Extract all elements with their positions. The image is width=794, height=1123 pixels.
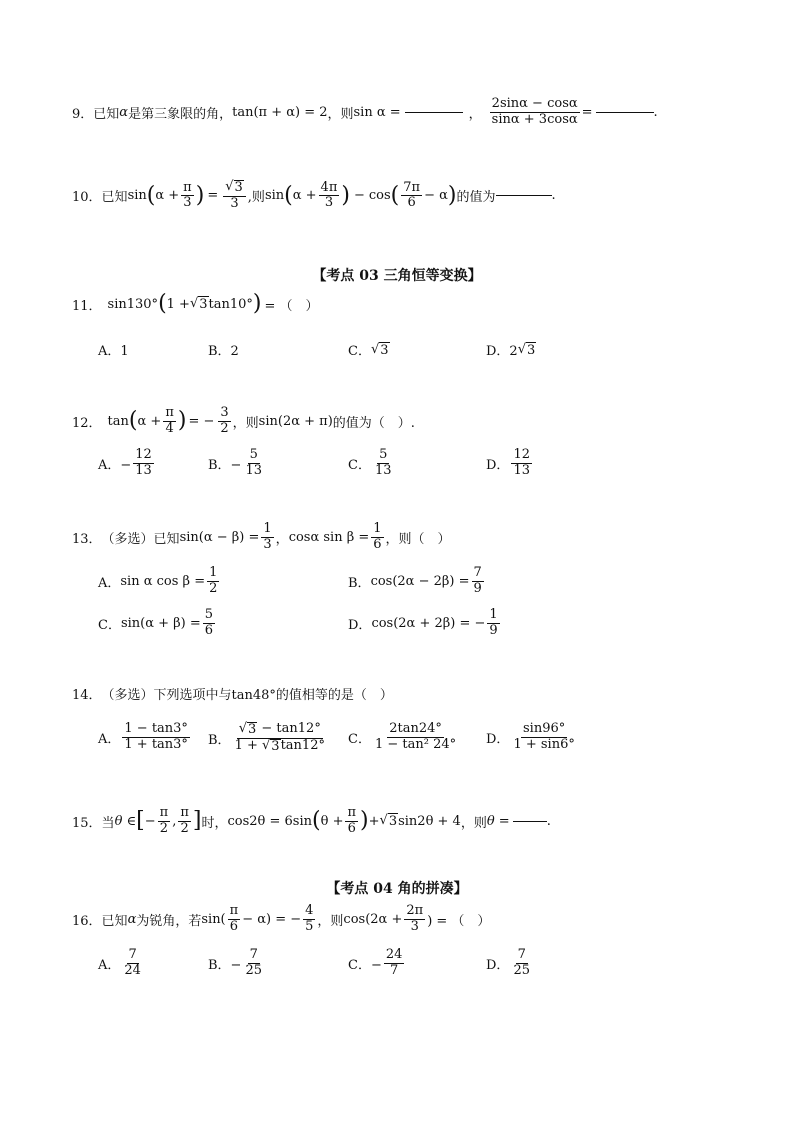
q12-eq: = − (188, 413, 215, 429)
q16-option-d[interactable] (486, 948, 534, 979)
q14-a-label: A． (98, 731, 121, 747)
q14-a-den: 1 + tan3° (124, 736, 188, 752)
q12-a-num: 12 (135, 447, 152, 462)
q12-d-den: 13 (513, 462, 530, 478)
q16-number: 16． (72, 913, 102, 929)
q9-end: . (653, 104, 658, 120)
question-14 (72, 684, 734, 703)
q12-c-label: C． (348, 457, 371, 473)
q11-option-b[interactable]: B．2 (208, 344, 239, 359)
q12-a: α + (137, 413, 162, 429)
q15-pi1: π (159, 805, 169, 820)
q11-eq: = （ ） (264, 298, 319, 314)
q12-tail: 的值为（ ）. (332, 415, 415, 431)
q10-7pi: 7π (403, 179, 421, 195)
q9-fraction (490, 97, 580, 128)
q11-d-label: D．2 (486, 344, 518, 359)
answer-blank-4[interactable] (513, 821, 547, 822)
q16-three: 3 (410, 918, 419, 934)
q13-d1: 3 (263, 536, 272, 552)
q10-three: 3 (183, 195, 192, 211)
q10-lparen2: ( (284, 182, 293, 208)
q16-d5: 5 (305, 918, 314, 934)
q12-frac1 (163, 406, 176, 437)
q10-frac3 (319, 181, 340, 212)
q16-b-den: 25 (245, 962, 262, 978)
section-title-04: 【考点 04 角的拼凑】 (326, 881, 468, 897)
q15-theta-eq: θ = (486, 813, 510, 829)
q10-minus: − (353, 188, 365, 204)
q12-d2: 2 (220, 420, 229, 436)
q14-b-label: B． (208, 732, 231, 748)
q13-a-expr: sin α cos β = (120, 573, 206, 589)
q12-expr: sin(2α + π) (258, 413, 333, 429)
q15-text: 当 (101, 815, 115, 831)
q14-number: 14． (72, 688, 102, 703)
q10-frac4 (401, 181, 422, 212)
q12-b-den: 13 (245, 462, 262, 478)
q16-text2: 为锐角，若 (136, 913, 202, 929)
q11-option-d[interactable]: D．2 √ 3 (486, 341, 536, 359)
q14-option-c[interactable] (348, 722, 460, 753)
question-9 (72, 97, 734, 128)
q12-a-label: A．− (98, 457, 132, 473)
q12-pi: π (165, 405, 174, 420)
q16-2pi: 2π (406, 903, 424, 918)
question-16 (72, 904, 734, 935)
q15-rparen: ) (360, 808, 369, 834)
q16-option-a[interactable] (98, 948, 145, 979)
q11-c-rt: 3 (380, 342, 389, 358)
q11-inner-b: tan10° (208, 296, 253, 312)
q12-rparen: ) (177, 408, 187, 434)
q13-c-num: 5 (204, 607, 214, 622)
q15-tail: sin2θ + 4 (398, 813, 461, 829)
q16-six: 6 (229, 918, 239, 934)
q10-three2: 3 (324, 195, 334, 211)
q10-ma: − α (424, 188, 448, 204)
q14-c-den: 1 − tan² 24° (374, 736, 457, 752)
q10-number: 10． (72, 190, 102, 206)
q16-cos: cos(2α + (343, 911, 403, 927)
q16-then: ，则 (317, 913, 344, 929)
q13-b-num: 7 (473, 565, 482, 580)
q15-plus: + (368, 813, 380, 829)
q13-d-expr: cos(2α + 2β) = − (371, 615, 486, 631)
q13-sep: ， (275, 531, 289, 547)
q10-lparen3: ( (390, 182, 400, 208)
q14-b-rt2: 3 (271, 738, 280, 754)
q15-neg: − (144, 813, 156, 829)
q15-two1: 2 (159, 820, 169, 836)
q10-den3: 3 (230, 195, 239, 211)
q15-when: 时， (201, 815, 228, 831)
q16-sin: sin( (201, 911, 226, 927)
q10-frac1 (181, 181, 194, 212)
q15-lparen: ( (312, 808, 321, 834)
q14-c-num: 2tan24° (389, 721, 442, 736)
q15-lbracket: [ (136, 808, 145, 834)
q15-two2: 2 (180, 820, 189, 836)
q10-rparen3: ) (447, 182, 457, 208)
q14-c-label: C． (348, 731, 371, 747)
q10-text: 已知 (101, 190, 128, 206)
q10-sin2: sin (264, 188, 285, 204)
q10-six: 6 (407, 195, 416, 211)
question-15: 15． 当 θ ∈ [ − $\frac{\pi}{2}$ , π 2 ] 时， cos2θ = 6sin ( θ + $\frac{\pi}{6}$ ) + √ 3 sin2θ + 4 ，则 θ = . (72, 805, 551, 836)
q12-option-c[interactable] (348, 448, 396, 479)
section-title-03: 【考点 03 三角恒等变换】 (312, 268, 482, 284)
q10-rparen2: ) (341, 182, 350, 208)
q16-option-c[interactable] (348, 948, 406, 979)
q16-pi: π (229, 903, 239, 918)
question-12 (72, 406, 734, 437)
q11-lparen: ( (158, 291, 167, 316)
q10-a2: α + (292, 188, 317, 204)
q13-option-d[interactable] (348, 608, 502, 639)
q12-lparen: ( (128, 408, 138, 434)
q12-option-d[interactable] (486, 448, 534, 479)
q16-text: 已知 (101, 913, 128, 929)
q13-d-den: 9 (489, 622, 498, 638)
q10-eq: = (207, 188, 219, 204)
answer-blank-2[interactable] (596, 112, 654, 113)
q9-sep: ， (468, 106, 482, 122)
q14-b-num-tail: − tan12° (261, 721, 321, 736)
answer-blank-1[interactable] (405, 112, 463, 113)
q9-text3: ，则 (327, 106, 354, 122)
q13-expr1: sin(α − β) = (179, 529, 260, 545)
q15-theta-in: θ ∈ (114, 813, 137, 829)
answer-blank-3[interactable] (496, 195, 552, 196)
q15-comma: , (172, 813, 177, 829)
q14-option-a[interactable] (98, 722, 192, 753)
q13-c-den: 6 (204, 622, 214, 638)
q12-b-label: B．− (208, 457, 242, 473)
q12-mid: ，则 (232, 415, 259, 431)
q10-pi: π (183, 179, 192, 195)
q15-rt: 3 (388, 814, 398, 830)
q13-c-expr: sin(α + β) = (120, 615, 201, 631)
q11-rt: 3 (199, 297, 208, 312)
q16-alpha: α (127, 911, 137, 927)
q16-ma: − α) = − (242, 911, 302, 927)
q13-d-label: D． (348, 617, 372, 633)
q9-eq: = (581, 104, 593, 120)
q11-expr: sin130° (107, 296, 159, 312)
q12-d-label: D． (486, 457, 510, 473)
q13-tag: （多选）已知 (101, 531, 180, 547)
q16-n4: 4 (305, 903, 314, 918)
q11-c-label: C． (348, 344, 371, 359)
q13-option-a[interactable] (98, 566, 221, 597)
q16-a-num: 7 (128, 947, 137, 962)
q12-b-num: 5 (249, 447, 258, 462)
q9-text2: 是第三象限的角， (128, 106, 233, 122)
q16-c-label: C．− (348, 957, 382, 973)
q15-th: θ + (320, 813, 344, 829)
question-11: 11． sin130° ( 1 + √ 3 tan10° ) = （ ） (72, 291, 319, 316)
q15-six: 6 (347, 820, 356, 836)
q11-option-a[interactable]: A．1 (98, 344, 129, 359)
q12-frac2 (218, 406, 230, 437)
q9-alpha: α (119, 104, 129, 120)
q16-option-b[interactable] (208, 948, 266, 979)
q12-tan: tan (107, 413, 129, 429)
q13-number: 13． (72, 531, 102, 547)
q15-then: ，则 (460, 815, 487, 831)
q13-c-label: C． (98, 617, 121, 633)
q12-n3: 3 (220, 405, 229, 420)
q15-number: 15． (72, 815, 102, 831)
q14-option-d[interactable] (486, 722, 579, 753)
q13-b-expr: cos(2α − 2β) = (370, 573, 470, 589)
q12-four: 4 (165, 420, 174, 436)
q10-rt3: 3 (234, 180, 243, 195)
q13-a-num: 1 (209, 565, 218, 580)
q16-tail: ) = （ ） (427, 913, 491, 929)
q14-b-den-tail: tan12° (280, 737, 325, 753)
q13-option-b[interactable] (348, 566, 486, 597)
q9-frac-den: sinα + 3cosα (491, 111, 578, 127)
q13-b-label: B． (348, 575, 371, 591)
q10-valueis: 的值为 (456, 190, 496, 206)
q9-frac-num: 2sinα − cosα (491, 96, 578, 111)
q13-b-den: 9 (473, 580, 482, 596)
q13-tail: ，则（ ） (385, 531, 451, 547)
q11-inner-a: 1 + (166, 296, 190, 312)
q9-number: 9． (72, 106, 94, 122)
q16-a-den: 24 (124, 962, 141, 978)
q10-a: α + (155, 188, 180, 204)
q13-a-label: A． (98, 575, 121, 591)
q16-d-num: 7 (517, 947, 526, 962)
question-13 (72, 522, 734, 553)
q10-rparen: ) (195, 182, 205, 208)
q14-text: （多选）下列选项中与tan48°的值相等的是（ ） (101, 688, 393, 703)
q14-b-den-head: 1 + (234, 737, 258, 753)
q13-n1: 1 (263, 521, 272, 536)
q16-c-den: 7 (389, 962, 399, 978)
q13-expr2: cosα sin β = (288, 529, 370, 545)
q12-option-b[interactable] (208, 448, 266, 479)
q12-option-a[interactable] (98, 448, 156, 479)
q12-d-num: 12 (513, 447, 530, 462)
q12-c-den: 13 (374, 462, 392, 478)
q14-b-rt: 3 (247, 722, 257, 737)
q10-lparen: ( (146, 182, 156, 208)
q10-frac2: √ 3 3 (223, 180, 246, 212)
q10-4pi: 4π (320, 179, 338, 195)
q16-b-num: 7 (249, 947, 258, 962)
q13-d2: 6 (373, 536, 382, 552)
q10-cos: cos (368, 188, 391, 204)
q13-option-c[interactable] (98, 608, 217, 639)
q10-then: ,则 (247, 190, 265, 206)
q15-expr: cos2θ = 6sin (227, 813, 313, 829)
q16-d-label: D． (486, 957, 510, 973)
q14-option-b[interactable]: B． √ 3 − tan12° 1 + √ 3 tan12° (208, 721, 325, 754)
q11-option-c[interactable]: C． √ 3 (348, 341, 389, 359)
q10-end: . (551, 188, 556, 204)
q14-d-label: D． (486, 731, 510, 747)
q9-expr: tan(π + α) = 2 (232, 104, 328, 120)
q12-c-num: 5 (379, 447, 388, 462)
q14-d-num: sin96° (523, 721, 566, 736)
q15-end: . (546, 813, 551, 829)
q16-a-label: A． (98, 957, 121, 973)
q15-rbracket: ] (192, 808, 202, 834)
q12-number: 12． (72, 415, 102, 431)
q16-b-label: B．− (208, 957, 242, 973)
q14-d-den: 1 + sin6° (513, 736, 575, 752)
q11-rparen: ) (252, 291, 262, 316)
q12-a-den: 13 (135, 462, 152, 478)
q11-number: 11． (72, 298, 102, 314)
q11-d-rt: 3 (527, 342, 536, 358)
q9-expr2: sin α = (353, 104, 401, 120)
q16-d-den: 25 (513, 962, 530, 978)
q15-pi3: π (347, 805, 357, 820)
q13-n2: 1 (373, 521, 382, 536)
q14-a-num: 1 − tan3° (124, 721, 188, 736)
q9-text: 已知 (93, 106, 120, 122)
q13-d-num: 1 (489, 607, 498, 622)
q16-c-num: 24 (385, 947, 403, 962)
q15-pi2: π (180, 805, 189, 820)
q13-a-den: 2 (209, 580, 218, 596)
question-10 (72, 180, 734, 212)
q10-sin: sin (127, 188, 147, 204)
